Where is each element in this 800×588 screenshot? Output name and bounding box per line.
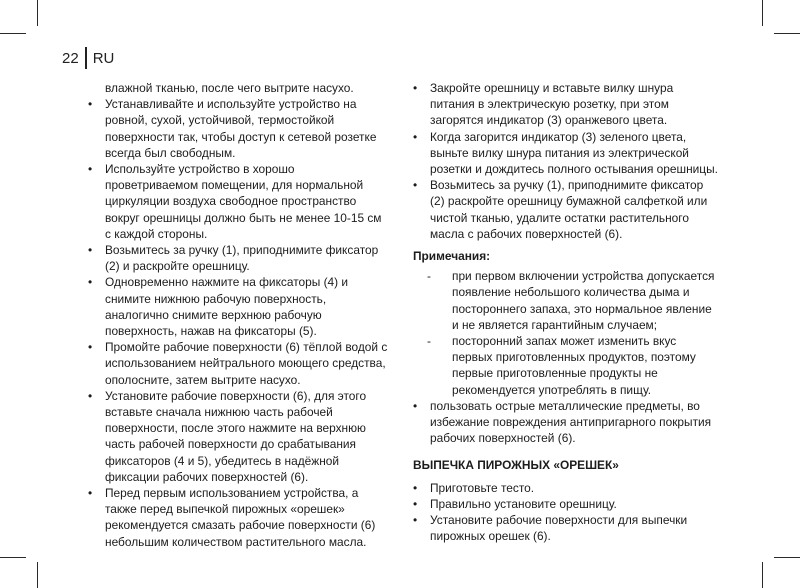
instruction-list xyxy=(413,80,718,242)
baking-steps-list xyxy=(413,480,718,545)
list-item: • Установите рабочие поверхности для выпечки пирожных орешек (6). xyxy=(413,512,718,544)
crop-mark xyxy=(37,562,38,588)
crop-mark xyxy=(774,557,800,558)
right-column xyxy=(413,80,718,544)
crop-mark xyxy=(774,33,800,34)
page-number: 22 xyxy=(62,49,79,67)
list-item: • Приготовьте тесто. xyxy=(413,480,718,496)
left-column xyxy=(88,80,388,550)
list-item: • Перед первым использованием устройства, а также перед выпечкой пирожных «орешек» рекомендуется смазать рабочие поверхности (6) небольшим количеством растительного масла. xyxy=(88,485,388,550)
note-item: - при первом включении устройства допускается появление небольшого количества дыма и постороннего запаха, это нормальное явление и не является гарантийным случаем; xyxy=(427,268,718,333)
notes-list xyxy=(413,268,718,398)
notes-title: Примечания: xyxy=(413,249,491,264)
continuation-text: влажной тканью, после чего вытрите насухо. xyxy=(105,81,354,95)
instruction-list xyxy=(413,398,718,447)
crop-mark xyxy=(37,0,38,26)
crop-mark xyxy=(0,33,26,34)
list-item: • Возьмитесь за ручку (1), приподнимите фиксатор (2) раскройте орешницу бумажной салфеткой или чистой тканью, удалите остатки растительного масла с рабочих поверхностей (6). xyxy=(413,177,718,242)
instruction-list xyxy=(88,96,388,550)
list-item: • пользовать острые металлические предметы, во избежание повреждения антипригарного покрытия рабочих поверхностей (6). xyxy=(413,398,718,447)
list-item: • Возьмитесь за ручку (1), приподнимите фиксатор (2) и раскройте орешницу. xyxy=(88,242,388,274)
crop-mark xyxy=(762,562,763,588)
list-item: • Правильно установите орешницу. xyxy=(413,496,718,512)
list-item: • Одновременно нажмите на фиксаторы (4) и снимите нижнюю рабочую поверхность, аналогично снимите верхнюю рабочую поверхность, нажав на фиксаторы (5). xyxy=(88,274,388,339)
list-item: • Устанавливайте и используйте устройство на ровной, сухой, устойчивой, термостойкой поверхности так, чтобы доступ к сетевой розетке всегда был свободным. xyxy=(88,96,388,161)
crop-mark xyxy=(762,0,763,26)
list-item: • Когда загорится индикатор (3) зеленого цвета, выньте вилку шнура питания из электрической розетки и дождитесь полного остывания орешницы. xyxy=(413,129,718,178)
language-code: RU xyxy=(92,49,115,67)
list-item: • Используйте устройство в хорошо проветриваемом помещении, для нормальной циркуляции воздуха свободное пространство вокруг орешницы должно быть не менее 10-15 см с каждой стороны. xyxy=(88,161,388,242)
crop-mark xyxy=(0,557,26,558)
note-item: - посторонний запах может изменить вкус первых приготовленных продуктов, поэтому первые приготовленные продукты не рекомендуется употреблять в пищу. xyxy=(427,333,718,398)
list-item: • Установите рабочие поверхности (6), для этого вставьте сначала нижнюю часть рабочей поверхности, после этого нажмите на верхнюю часть рабочей поверхности до срабатывания фиксаторов (4 и 5), убедитесь в надёжной фиксации рабочих поверхностей (6). xyxy=(88,388,388,485)
list-item: • Промойте рабочие поверхности (6) тёплой водой с использованием нейтрального моющего средства, ополосните, затем вытрите насухо. xyxy=(88,339,388,388)
header-divider xyxy=(85,47,87,69)
list-item: • Закройте орешницу и вставьте вилку шнура питания в электрическую розетку, при этом загорятся индикатор (3) оранжевого цвета. xyxy=(413,80,718,129)
page-header xyxy=(62,48,114,68)
section-heading: ВЫПЕЧКА ПИРОЖНЫХ «ОРЕШЕК» xyxy=(413,458,619,473)
